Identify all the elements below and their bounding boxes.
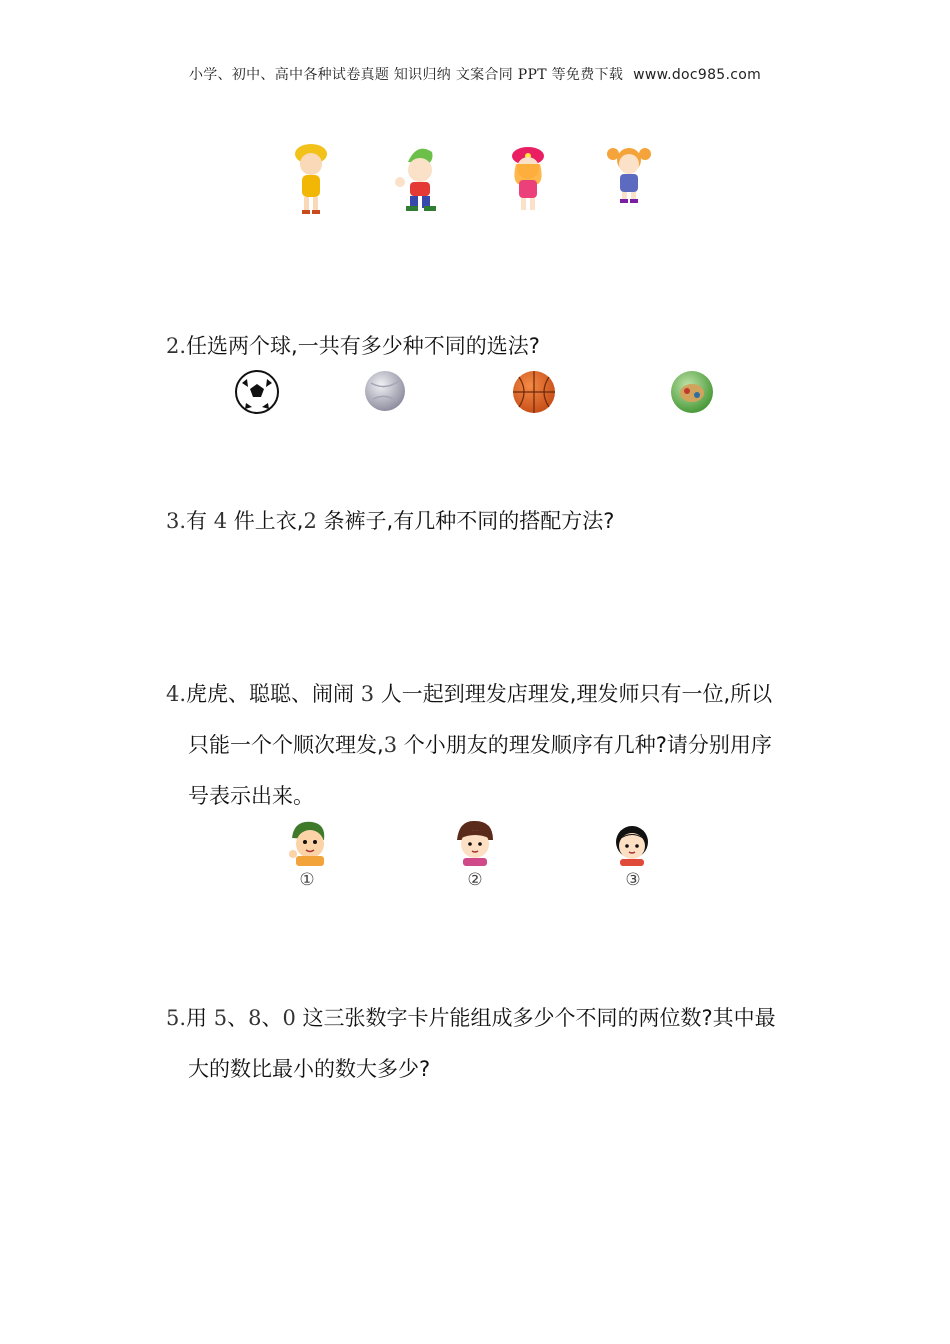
question-4-line1-post: 人一起到理发店理发,理发师只有一位,所以	[374, 682, 773, 706]
label-2: ②	[467, 870, 483, 890]
question-2-text: 任选两个球,一共有多少种不同的选法?	[186, 334, 540, 358]
question-3-n1: 4	[213, 509, 228, 533]
question-4-number: 4.	[166, 682, 187, 706]
children-illustration	[280, 140, 670, 220]
kid-hushu-icon	[284, 818, 332, 866]
girl-yellow-hat-icon	[295, 144, 327, 214]
question-3-n2: 2	[303, 509, 317, 533]
question-3	[166, 496, 816, 547]
label-1: ①	[299, 870, 315, 890]
basketball-icon	[511, 369, 557, 415]
header-text: 小学、初中、高中各种试卷真题 知识归纳 文案合同 PPT 等免费下载	[188, 67, 624, 83]
question-3-number: 3.	[166, 509, 187, 533]
soccer-ball-icon	[234, 369, 280, 415]
question-2	[166, 321, 816, 372]
page-header	[0, 64, 950, 84]
header-site[interactable]: www.doc985.com	[633, 67, 762, 83]
question-3-post: 条裤子,有几种不同的搭配方法?	[316, 509, 615, 533]
question-4-line1-n: 3	[360, 682, 375, 706]
question-4-line2-post: 个小朋友的理发顺序有几种?请分别用序	[397, 733, 772, 757]
question-5-sep1: 、	[227, 1006, 249, 1030]
question-5-n2: 8	[248, 1006, 262, 1030]
girl-pigtails-icon	[607, 148, 651, 203]
toy-ball-icon	[669, 369, 715, 415]
question-4-line2-n: 3	[383, 733, 398, 757]
question-5-n1: 5	[213, 1006, 228, 1030]
question-3-mid: 件上衣,	[227, 509, 304, 533]
question-5	[166, 993, 816, 1095]
girl-pink-hat-icon	[512, 147, 544, 210]
question-5-number: 5.	[166, 1006, 187, 1030]
kid-naonao-icon	[608, 818, 656, 866]
boy-green-hat-icon	[395, 149, 436, 211]
question-4-line1-pre: 虎虎、聪聪、闹闹	[186, 682, 361, 706]
question-5-n3: 0	[282, 1006, 296, 1030]
question-4-line3: 号表示出来。	[188, 784, 314, 808]
label-3: ③	[625, 870, 641, 890]
question-4-line2	[166, 720, 816, 771]
kid-congcong-icon	[451, 818, 499, 866]
question-5-line2: 大的数比最小的数大多少?	[188, 1057, 431, 1081]
question-3-pre: 有	[186, 509, 214, 533]
question-5-pre: 用	[186, 1006, 214, 1030]
question-5-sep2: 、	[261, 1006, 283, 1030]
question-5-post: 这三张数字卡片能组成多少个不同的两位数?其中最	[295, 1006, 776, 1030]
question-4-line2-pre: 只能一个个顺次理发,	[188, 733, 384, 757]
question-4	[166, 669, 816, 822]
question-2-number: 2.	[166, 334, 187, 358]
volleyball-icon	[363, 369, 407, 413]
